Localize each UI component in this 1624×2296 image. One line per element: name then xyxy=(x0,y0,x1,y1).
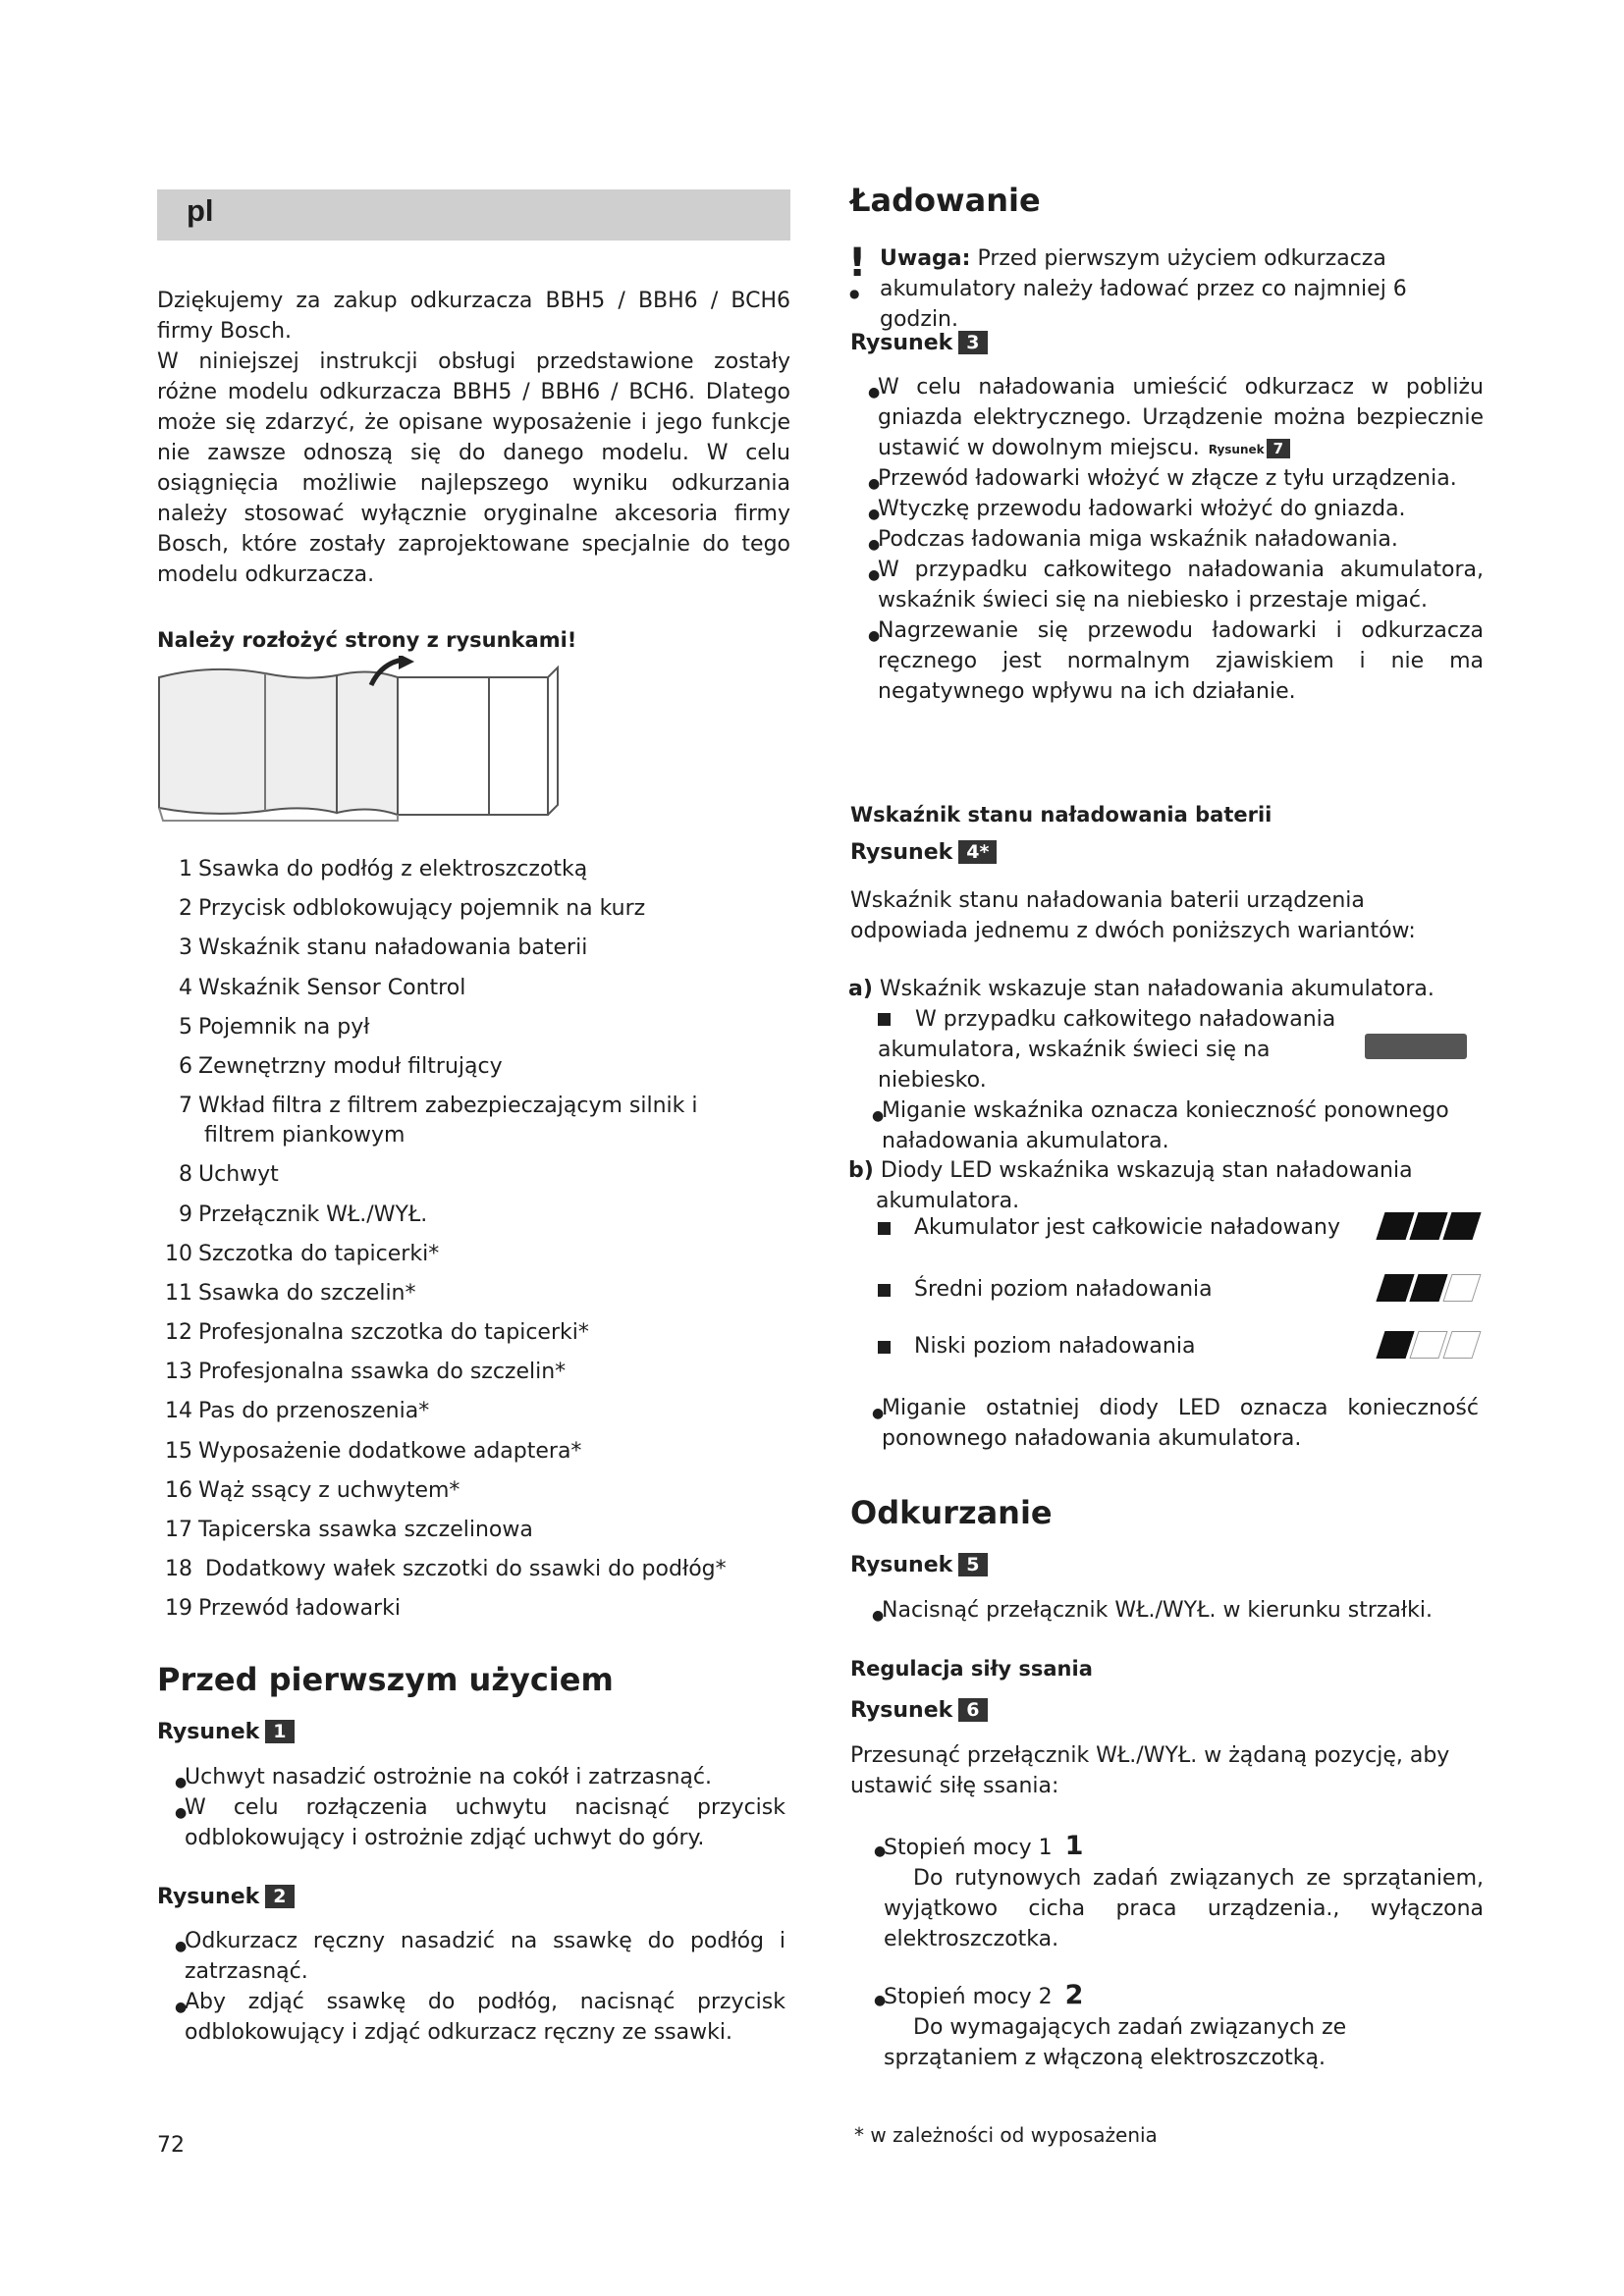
list-item: 8 Uchwyt xyxy=(179,1162,279,1188)
square-bullet-icon xyxy=(878,1284,891,1297)
list-item: ● Miganie ostatniej diody LED oznacza konieczność ponownego naładowania akumulatora. xyxy=(872,1396,1479,1451)
list-item: 1 Ssawka do podłóg z elektroszczotką xyxy=(179,857,588,881)
list-item: 9 Przełącznik WŁ./WYŁ. xyxy=(179,1201,428,1227)
figure-6-badge: 6 xyxy=(958,1698,987,1722)
power-level-1-description: Do rutynowych zadań związanych ze sprzątaniem, wyjątkowo cicha praca urządzenia., wyłączona elektroszczotka. xyxy=(884,1866,1484,1951)
list-item: 6 Zewnętrzny moduł filtrujący xyxy=(179,1053,503,1079)
power-level-2: ● Stopień mocy 2 2 Do wymagających zadań związanych ze sprzątaniem z włączoną elektroszczotką. xyxy=(850,1980,1484,2073)
list-item: 3 Wskaźnik stanu naładowania baterii xyxy=(179,935,588,961)
power-level-2-description: Do wymagających zadań związanych ze sprzątaniem z włączoną elektroszczotką. xyxy=(884,2015,1347,2070)
square-bullet-icon xyxy=(878,1341,891,1354)
figure-4-label: Rysunek 4* xyxy=(850,840,997,865)
figure-3-badge: 3 xyxy=(958,331,987,354)
list-item: ● Nagrzewanie się przewodu ładowarki i odkurzacza ręcznego jest normalnym zjawiskiem i nie ma negatywnego wpływu na ich działanie. xyxy=(868,618,1484,704)
bullet-icon: ● xyxy=(868,537,881,553)
unfold-heading: Należy rozłożyć strony z rysunkami! xyxy=(157,628,577,652)
language-bar xyxy=(157,189,790,240)
square-bullet-icon xyxy=(878,1013,891,1026)
unfold-pages-illustration xyxy=(157,656,560,825)
bullet-icon: ● xyxy=(868,567,881,583)
warning-text: Przed pierwszym użyciem odkurzacza akumulatory należy ładować przez co najmniej 6 godzin. xyxy=(880,246,1407,332)
language-code: pl xyxy=(187,193,214,228)
variant-a: a) Wskaźnik wskazuje stan naładowania akumulatora. W przypadku całkowitego naładowania akumulatora, wskaźnik świeci się na niebiesko. ● Miganie wskaźnika oznacza konieczność ponownego naładowania akumulatora. xyxy=(848,974,1487,1156)
list-item: filtrem piankowym xyxy=(204,1123,406,1148)
bullet-icon: ● xyxy=(868,385,881,400)
figure-1-label: Rysunek 1 xyxy=(157,1720,295,1744)
list-item: ● Podczas ładowania miga wskaźnik naładowania. xyxy=(850,524,1484,555)
bullet-icon: ● xyxy=(868,507,881,522)
square-bullet-icon xyxy=(878,1222,891,1235)
list-item: ● W celu naładowania umieścić odkurzacz w pobliżu gniazda elektrycznego. Urządzenie można bezpiecznie ustawić w dowolnym miejscu. Rysunek 7 xyxy=(868,375,1484,460)
page-number: 72 xyxy=(157,2133,185,2158)
list-item: ● Wtyczkę przewodu ładowarki włożyć do gniazda. xyxy=(850,494,1484,524)
level-full: Akumulator jest całkowicie naładowany xyxy=(878,1212,1479,1252)
list-item: ● Miganie wskaźnika oznacza konieczność ponownego naładowania akumulatora. xyxy=(872,1098,1449,1153)
vacuuming-title: Odkurzanie xyxy=(850,1494,1053,1531)
bullet-icon: ● xyxy=(175,1805,188,1821)
list-item: 17 Tapicerska ssawka szczelinowa xyxy=(165,1518,533,1542)
list-item: 12 Profesjonalna szczotka do tapicerki* xyxy=(165,1320,589,1346)
list-item: 5 Pojemnik na pył xyxy=(179,1014,370,1040)
suction-intro: Przesunąć przełącznik WŁ./WYŁ. w żądaną pozycję, aby ustawić siłę ssania: xyxy=(850,1743,1450,1798)
suction-title: Regulacja siły ssania xyxy=(850,1657,1093,1681)
list-item: ● Odkurzacz ręczny nasadzić na ssawkę do podłóg i zatrzasnąć. xyxy=(175,1929,785,1984)
bullet-icon: ● xyxy=(872,1108,885,1124)
list-item: ● Aby zdjąć ssawkę do podłóg, nacisnąć przycisk odblokowujący i zdjąć odkurzacz ręczny ze ssawki. xyxy=(175,1990,785,2045)
list-item: 15 Wyposażenie dodatkowe adaptera* xyxy=(165,1438,582,1464)
intro-paragraph-2: W niniejszej instrukcji obsługi przedstawione zostały różne modelu odkurzacza BBH5 / BBH6 / BCH6. Dlatego może się zdarzyć, że opisane wyposażenie i jego funkcje nie zawsze odnoszą się do danego modelu. W celu osiągnięcia możliwie najlepszego wyniku odkurzania należy stosować wyłącznie oryginalne akcesoria firmy Bosch, które zostały zaprojektowane specjalnie do tego modelu odkurzacza. xyxy=(157,349,790,587)
figure-7-ref-label: Rysunek xyxy=(1208,443,1265,456)
battery-3-segments-icon xyxy=(1377,1212,1479,1240)
bullet-icon: ● xyxy=(872,1406,885,1421)
power-level-1: ● Stopień mocy 1 1 Do rutynowych zadań związanych ze sprzątaniem, wyjątkowo cicha praca urządzenia., wyłączona elektroszczotka. xyxy=(850,1831,1484,1954)
figure-5-instruction xyxy=(850,1595,1484,1626)
list-item: 14 Pas do przenoszenia* xyxy=(165,1399,430,1424)
figure-2-instructions xyxy=(157,1926,785,2048)
led-blink-note xyxy=(850,1393,1479,1454)
battery-1-segment-icon xyxy=(1377,1331,1479,1359)
level-medium: Średni poziom naładowania xyxy=(878,1274,1479,1313)
bullet-icon: ● xyxy=(874,1993,887,2008)
list-item: ● W przypadku całkowitego naładowania akumulatora, wskaźnik świeci się na niebiesko i przestaje migać. xyxy=(868,558,1484,613)
figure-3-label: Rysunek 3 xyxy=(850,331,988,355)
figure-5-badge: 5 xyxy=(958,1553,987,1576)
figure-1-instructions xyxy=(157,1762,785,1853)
bullet-icon: ● xyxy=(868,476,881,492)
variant-a-item-1: W przypadku całkowitego naładowania akumulatora, wskaźnik świeci się na niebiesko. xyxy=(878,1007,1336,1093)
charging-title: Ładowanie xyxy=(850,182,1041,219)
figure-1-badge: 1 xyxy=(265,1720,294,1743)
bullet-icon: ● xyxy=(175,1939,188,1954)
list-item: 4 Wskaźnik Sensor Control xyxy=(179,975,466,1000)
bullet-icon: ● xyxy=(872,1608,885,1624)
variant-b: b) Diody LED wskaźnika wskazują stan naładowania akumulatora. xyxy=(848,1158,1413,1213)
list-item: ● Nacisnąć przełącznik WŁ./WYŁ. w kierunku strzałki. xyxy=(850,1595,1484,1626)
list-item: 7 Wkład filtra z filtrem zabezpieczającym silnik i xyxy=(179,1094,698,1119)
figure-6-label: Rysunek 6 xyxy=(850,1698,988,1723)
list-item: 13 Profesjonalna ssawka do szczelin* xyxy=(165,1360,567,1385)
list-item: 16 Wąż ssący z uchwytem* xyxy=(165,1477,460,1503)
list-item: ● W celu rozłączenia uchwytu nacisnąć przycisk odblokowujący i ostrożnie zdjąć uchwyt do góry. xyxy=(175,1795,785,1850)
figure-7-badge: 7 xyxy=(1267,439,1290,458)
figure-2-label: Rysunek 2 xyxy=(157,1885,295,1909)
list-item: 2 Przycisk odblokowujący pojemnik na kurz xyxy=(179,896,646,922)
warning-label: Uwaga: xyxy=(880,246,971,271)
battery-intro: Wskaźnik stanu naładowania baterii urządzenia odpowiada jednemu z dwóch poniższych wariantów: xyxy=(850,888,1416,943)
bullet-icon: ● xyxy=(868,628,881,644)
level-low: Niski poziom naładowania xyxy=(878,1331,1479,1370)
bullet-icon: ● xyxy=(849,287,860,300)
battery-2-segments-icon xyxy=(1377,1274,1479,1302)
figure-4-badge: 4* xyxy=(958,840,997,864)
parts-list xyxy=(157,856,795,1635)
bullet-icon: ● xyxy=(175,1775,188,1790)
before-first-use-title: Przed pierwszym użyciem xyxy=(157,1661,614,1698)
footnote: * w zależności od wyposażenia xyxy=(854,2123,1158,2147)
bullet-icon: ● xyxy=(874,1843,887,1859)
list-item: 18 Dodatkowy wałek szczotki do ssawki do podłóg* xyxy=(165,1557,727,1582)
figure-5-label: Rysunek 5 xyxy=(850,1553,988,1577)
exclamation-icon: ! xyxy=(848,240,867,286)
figure-3-instructions xyxy=(850,372,1484,707)
power-level-1-number: 1 xyxy=(1064,1831,1084,1861)
figure-2-badge: 2 xyxy=(265,1885,294,1908)
battery-bar-full-icon xyxy=(1365,1034,1467,1059)
list-item: ● Przewód ładowarki włożyć w złącze z tyłu urządzenia. xyxy=(850,463,1484,494)
list-item: ● Uchwyt nasadzić ostrożnie na cokół i zatrzasnąć. xyxy=(157,1762,785,1792)
battery-indicator-title: Wskaźnik stanu naładowania baterii xyxy=(850,803,1272,827)
list-item: 11 Ssawka do szczelin* xyxy=(165,1280,416,1306)
list-item: 10 Szczotka do tapicerki* xyxy=(165,1241,440,1266)
power-level-2-number: 2 xyxy=(1064,1980,1084,2010)
list-item: 19 Przewód ładowarki xyxy=(165,1596,401,1622)
intro-paragraph-1: Dziękujemy za zakup odkurzacza BBH5 / BBH6 / BCH6 firmy Bosch. xyxy=(157,289,790,344)
bullet-icon: ● xyxy=(175,2000,188,2015)
